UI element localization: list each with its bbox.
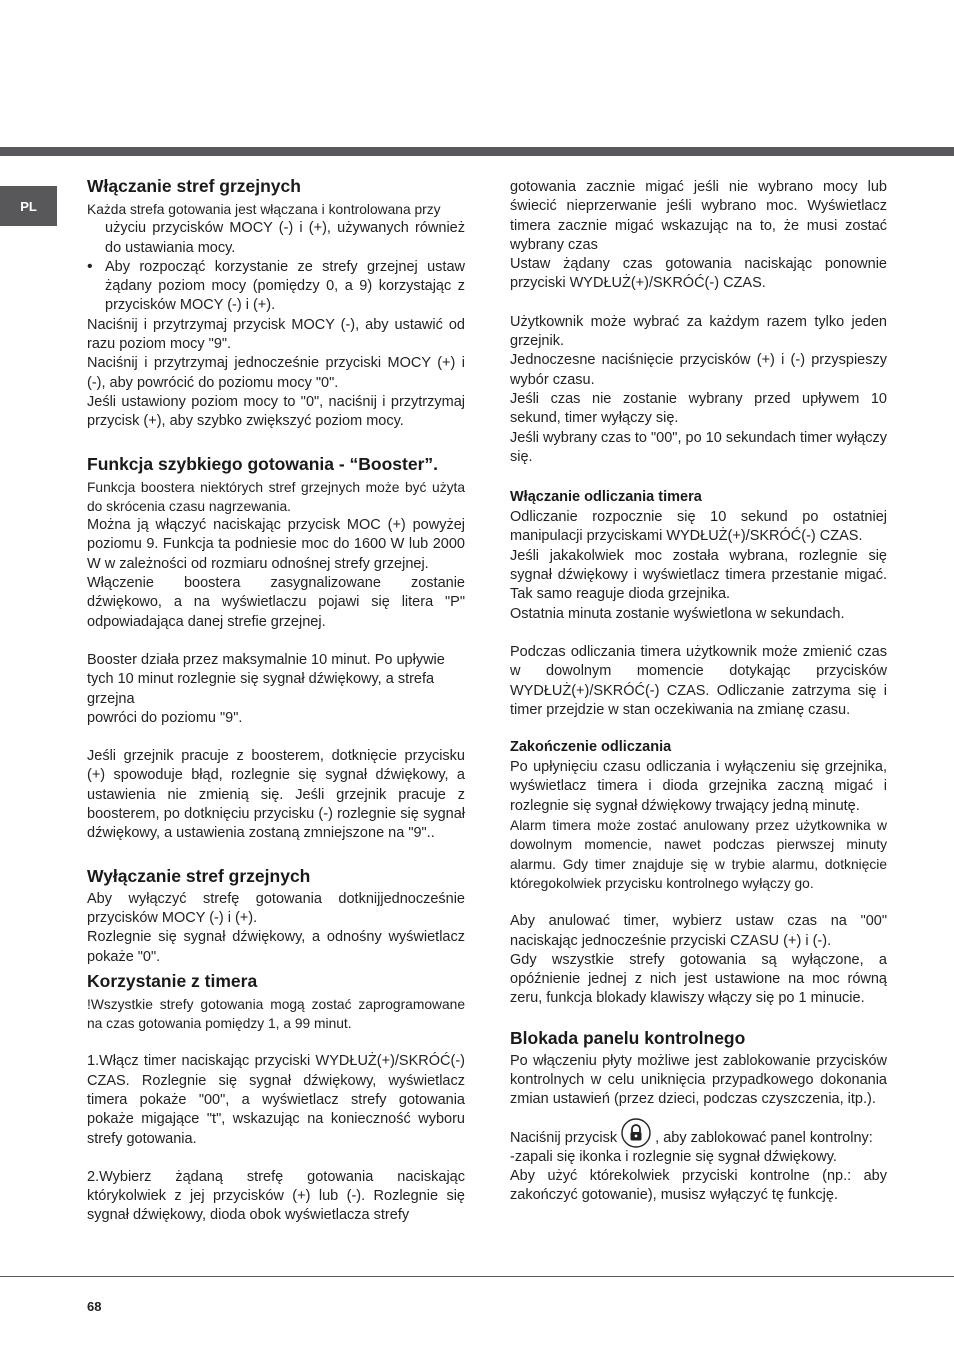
section-title-lock: Blokada panelu kontrolnego <box>510 1027 746 1048</box>
paragraph: gotowania zacznie migać jeśli nie wybrano mocy lub świecić nieprzerwanie jeśli wybrano moc. Wyświetlacz timera zacznie migać wskazując na to, że musi zostać wybrany czas <box>510 179 887 253</box>
right-column <box>510 178 887 1206</box>
paragraph: Jednoczesne naciśnięcie przycisków (+) i (-) przyspieszy wybór czasu. <box>510 352 887 388</box>
paragraph: Podczas odliczania timera użytkownik może zmienić czas w dowolnym momencie dotykając przycisków WYDŁUŻ(+)/SKRÓĆ(-) CZAS. Odliczanie zatrzyma się i timer przejdzie w stan oczekiwania na zmianę czasu. <box>510 643 887 718</box>
paragraph: Alarm timera może zostać anulowany przez użytkownika w dowolnym momencie, nawet podczas pierwszej minuty alarmu. Gdy timer znajduje się w trybie alarmu, dotknięcie któregokolwiek przycisku kontrolnego wyłączy go. <box>510 818 887 891</box>
paragraph: Funkcja boostera niektórych stref grzejnych może być użyta do skrócenia czasu nagrzewania. <box>87 479 465 514</box>
paragraph: Każda strefa gotowania jest włączana i kontrolowana przy <box>87 202 441 217</box>
paragraph: 2.Wybierz żądaną strefę gotowania naciskając którykolwiek z jej przycisków (+) lub (-). Rozlegnie się sygnał dźwiękowy, dioda obok wyświetlacza strefy <box>87 1168 465 1224</box>
paragraph: -zapali się ikonka i rozlegnie się sygnał dźwiękowy. <box>510 1148 837 1165</box>
paragraph: !Wszystkie strefy gotowania mogą zostać zaprogramowane na czas gotowania pomiędzy 1, a 99 minut. <box>87 996 465 1032</box>
section-title-switching-on: Włączanie stref grzejnych <box>87 176 301 196</box>
paragraph: Aby użyć którekolwiek przyciski kontrolne (np.: aby zakończyć gotowanie), musisz wyłączyć tę funkcję. <box>510 1168 887 1204</box>
paragraph: Aby wyłączyć strefę gotowania dotknijjednocześnie przycisków MOCY (-) i (+). <box>87 890 465 926</box>
footer-line <box>0 1276 954 1277</box>
language-tab: PL <box>0 186 57 226</box>
bullet-item <box>87 258 465 316</box>
subsection-title-end: Zakończenie odliczania <box>510 739 672 756</box>
paragraph: Naciśnij i przytrzymaj jednocześnie przyciski MOCY (+) i (-), aby powrócić do poziomu mocy "0". <box>87 355 465 391</box>
paragraph: Ostatnia minuta zostanie wyświetlona w sekundach. <box>510 605 845 622</box>
paragraph: Można ją włączyć naciskając przycisk MOC (+) powyżej poziomu 9. Funkcja ta podniesie moc do 1600 W lub 2000 W w zależności od rozmiaru odnośnej strefy grzejnej. <box>87 517 465 572</box>
paragraph: Naciśnij i przytrzymaj przycisk MOCY (-), aby ustawić od razu poziom mocy "9". <box>87 316 465 353</box>
header-bar <box>0 147 954 156</box>
paragraph: Po włączeniu płyty możliwe jest zablokowanie przycisków kontrolnych w celu uniknięcia przypadkowego dokonania zmian ustawień (przez dzieci, podczas czyszczenia, itp.). <box>510 1052 887 1108</box>
bullet-mark: • <box>87 257 93 275</box>
paragraph: 1.Włącz timer naciskając przyciski WYDŁUŻ(+)/SKRÓĆ(-) CZAS. Rozlegnie się sygnał dźwiękowy, wyświetlacz timera pokaże "00", a wyświetlacz strefy gotowania pokaże migające "t", wskazując na konieczność wyboru strefy gotowania. <box>87 1053 465 1147</box>
paragraph: Odliczanie rozpocznie się 10 sekund po ostatniej manipulacji przyciskami WYDŁUŻ(+)/SKRÓĆ(-) CZAS. <box>510 509 887 545</box>
paragraph: Jeśli czas nie zostanie wybrany przed upływem 10 sekund, timer wyłączy się. <box>510 390 887 427</box>
section-title-switching-off: Wyłączanie stref grzejnych <box>87 865 311 886</box>
paragraph: Rozlegnie się sygnał dźwiękowy, a odnośny wyświetlacz pokaże "0". <box>87 929 465 965</box>
paragraph: Jeśli jakakolwiek moc została wybrana, rozlegnie się sygnał dźwiękowy i wyświetlacz timera przestanie migać. Tak samo reaguje dioda grzejnika. <box>510 547 887 603</box>
lock-text-before: Naciśnij przycisk <box>510 1129 618 1146</box>
section-title-booster: Funkcja szybkiego gotowania - “Booster”. <box>87 453 439 474</box>
section-title-timer: Korzystanie z timera <box>87 970 258 991</box>
paragraph: Po upłynięciu czasu odliczania i wyłączeniu się grzejnika, wyświetlacz timera i dioda grzejnika zaczną migać i rozlegnie się sygnał dźwiękowy trwający jedną minutę. <box>510 759 887 814</box>
left-column <box>87 176 465 1226</box>
bullet-text: Aby rozpocząć korzystanie ze strefy grzejnej ustaw żądany poziom mocy (pomiędzy 0, a 9) korzystając z przycisków MOCY (-) i (+). <box>105 258 465 314</box>
paragraph: Włączenie boostera zasygnalizowane zostanie dźwiękowo, a na wyświetlaczu pojawi się litera "P" odpowiadająca danej strefie grzejnej. <box>87 575 465 630</box>
subsection-title-countdown: Włączanie odliczania timera <box>510 489 702 506</box>
paragraph: Jeśli ustawiony poziom mocy to "0", naciśnij i przytrzymaj przycisk (+), aby szybko zwiększyć poziom mocy. <box>87 393 465 430</box>
paragraph: Ustaw żądany czas gotowania naciskając ponownie przyciski WYDŁUŻ(+)/SKRÓĆ(-) CZAS. <box>510 256 887 292</box>
paragraph: Jeśli wybrany czas to "00", po 10 sekundach timer wyłączy się. <box>510 429 887 465</box>
paragraph-lock <box>510 1118 887 1148</box>
paragraph: Gdy wszystkie strefy gotowania są wyłączone, a opóźnienie jednej z nich jest ustawione na moc równą zeru, funkcja blokady klawiszy włączy się po 1 minucie. <box>510 951 887 1007</box>
paragraph: użyciu przycisków MOCY (-) i (+), używanych również do ustawiania mocy. <box>105 220 465 256</box>
paragraph: powróci do poziomu "9". <box>87 709 243 726</box>
lock-icon <box>621 1118 651 1148</box>
paragraph: Booster działa przez maksymalnie 10 minut. Po upływie tych 10 minut rozlegnie się sygnał dźwiękowy, a strefa grzejna <box>87 651 445 707</box>
paragraph: Aby anulować timer, wybierz ustaw czas na "00" naciskając jednocześnie przyciski CZASU (+) i (-). <box>510 913 887 949</box>
paragraph: Jeśli grzejnik pracuje z boosterem, dotknięcie przycisku (+) spowoduje błąd, rozlegnie się sygnał dźwiękowy, a ustawienia nie zmienią się. Jeśli grzejnik pracuje z boosterem, po dotknięciu przycisku (-) rozlegnie się sygnał dźwiękowy, a ustawienia zostaną zmniejszone na "9".. <box>87 748 465 842</box>
lock-text-after: , aby zablokować panel kontrolny: <box>655 1129 873 1146</box>
paragraph: Użytkownik może wybrać za każdym razem tylko jeden grzejnik. <box>510 313 887 350</box>
page-number: 68 <box>87 1299 102 1314</box>
